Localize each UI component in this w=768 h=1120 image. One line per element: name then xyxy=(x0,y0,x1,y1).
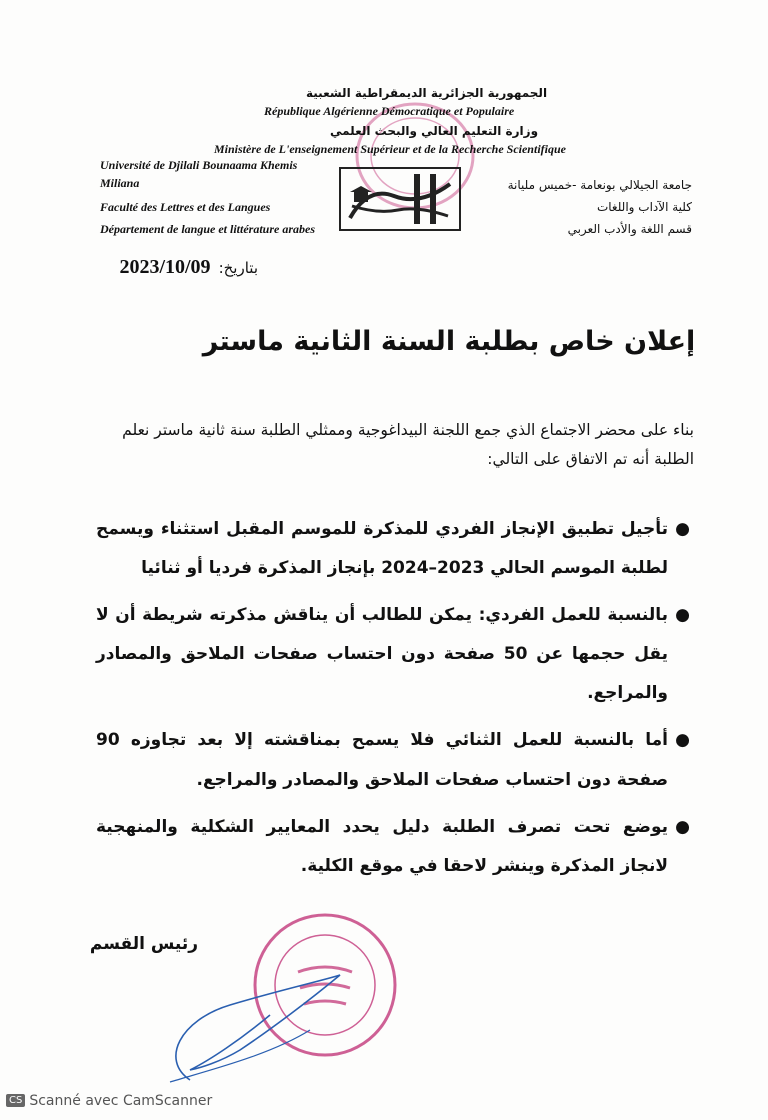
document-date xyxy=(119,256,258,279)
ministry-name-ar: وزارة التعليم العالي والبحث العلمي xyxy=(330,124,539,138)
department-name-ar: قسم اللغة والأدب العربي xyxy=(567,222,692,236)
bullet-icon: ● xyxy=(675,730,690,751)
decision-list xyxy=(96,510,690,894)
university-name-fr: Université de Djilali Bounaama Khemis xyxy=(100,158,298,172)
date-label: بتاريخ: xyxy=(218,259,258,277)
university-name-fr-line2: Miliana xyxy=(100,176,140,190)
decision-text: يوضع تحت تصرف الطلبة دليل يحدد المعايير الشكلية والمنهجية لانجاز المذكرة وينشر لاحقا في موقع الكلية. xyxy=(96,816,668,876)
decision-item xyxy=(96,808,690,886)
scanner-footer xyxy=(6,1093,212,1109)
faculty-name-ar: كلية الآداب واللغات xyxy=(596,200,692,214)
date-value: 2023/10/09 xyxy=(119,256,211,278)
ministry-name-fr: Ministère de L'enseignement Supérieur et de la Recherche Scientifique xyxy=(214,142,566,156)
bullet-icon: ● xyxy=(675,605,690,626)
department-name-fr: Département de langue et littérature arabes xyxy=(100,222,315,236)
university-name-ar: جامعة الجيلالي بونعامة -خميس مليانة xyxy=(507,178,692,192)
camscanner-icon: CS xyxy=(6,1094,25,1107)
intro-paragraph: بناء على محضر الاجتماع الذي جمع اللجنة البيداغوجية وممثلي الطلبة سنة ثانية ماستر نعلم الطلبة أنه تم الاتفاق على التالي: xyxy=(122,421,694,469)
republic-name-ar: الجمهورية الجزائرية الديمقراطية الشعبية xyxy=(306,86,548,100)
announcement-title-text: إعلان خاص بطلبة السنة الثانية ماستر xyxy=(202,326,696,357)
decision-text: تأجيل تطبيق الإنجاز الفردي للمذكرة للموسم المقبل استثناء ويسمح لطلبة الموسم الحالي 2023–2024 بإنجاز المذكرة فرديا أو ثنائيا xyxy=(96,519,668,579)
decision-text: بالنسبة للعمل الفردي: يمكن للطالب أن يناقش مذكرته شريطة أن لا يقل حجمها عن 50 صفحة دون احتساب صفحات الملاحق والمصادر والمراجع. xyxy=(96,605,668,704)
signature-drawing xyxy=(150,960,350,1090)
university-logo xyxy=(338,166,462,232)
scanner-footer-text: Scanné avec CamScanner xyxy=(29,1093,213,1109)
republic-name-fr: République Algérienne Démocratique et Populaire xyxy=(264,104,515,118)
signature-label: رئيس القسم xyxy=(89,934,198,954)
decision-text: أما بالنسبة للعمل الثنائي فلا يسمح بمناقشته إلا بعد تجاوزه 90 صفحة دون احتساب صفحات الملاحق والمصادر والمراجع. xyxy=(96,730,668,790)
bullet-icon: ● xyxy=(675,816,690,837)
decision-item xyxy=(96,721,690,799)
bullet-icon: ● xyxy=(675,519,690,539)
faculty-name-fr: Faculté des Lettres et des Langues xyxy=(100,200,271,214)
decision-item xyxy=(96,510,690,588)
decision-item xyxy=(96,596,690,713)
announcement-title xyxy=(0,326,768,357)
